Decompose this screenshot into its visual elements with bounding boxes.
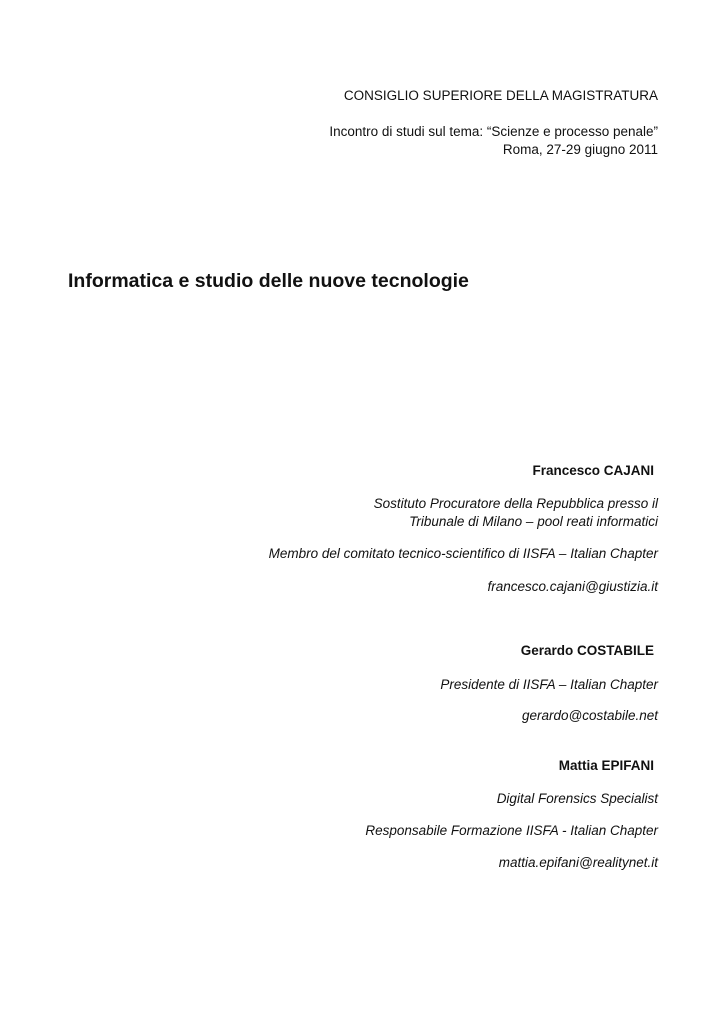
author-name-costabile: Gerardo COSTABILE: [520, 643, 654, 658]
author-role-costabile-1: Presidente di IISFA – Italian Chapter: [440, 677, 658, 692]
author-role-epifani-2: Responsabile Formazione IISFA - Italian Chapter: [365, 823, 658, 838]
author-role-cajani-1: Sostituto Procuratore della Repubblica presso il: [373, 496, 658, 511]
document-title: Informatica e studio delle nuove tecnologie: [68, 270, 469, 292]
author-role-cajani-2: Tribunale di Milano – pool reati informatici: [409, 514, 658, 529]
author-role-cajani-3: Membro del comitato tecnico-scientifico di IISFA – Italian Chapter: [268, 546, 658, 561]
author-email-costabile: gerardo@costabile.net: [521, 708, 658, 723]
event-title: Incontro di studi sul tema: “Scienze e processo penale”: [329, 124, 658, 139]
author-name-cajani: Francesco CAJANI: [532, 463, 654, 478]
author-email-cajani: francesco.cajani@giustizia.it: [487, 579, 658, 594]
author-role-epifani-1: Digital Forensics Specialist: [496, 791, 658, 806]
author-email-epifani: mattia.epifani@realitynet.it: [498, 855, 658, 870]
event-place-date: Roma, 27-29 giugno 2011: [502, 142, 658, 157]
author-name-epifani: Mattia EPIFANI: [558, 758, 654, 773]
institution-name: CONSIGLIO SUPERIORE DELLA MAGISTRATURA: [343, 88, 658, 103]
